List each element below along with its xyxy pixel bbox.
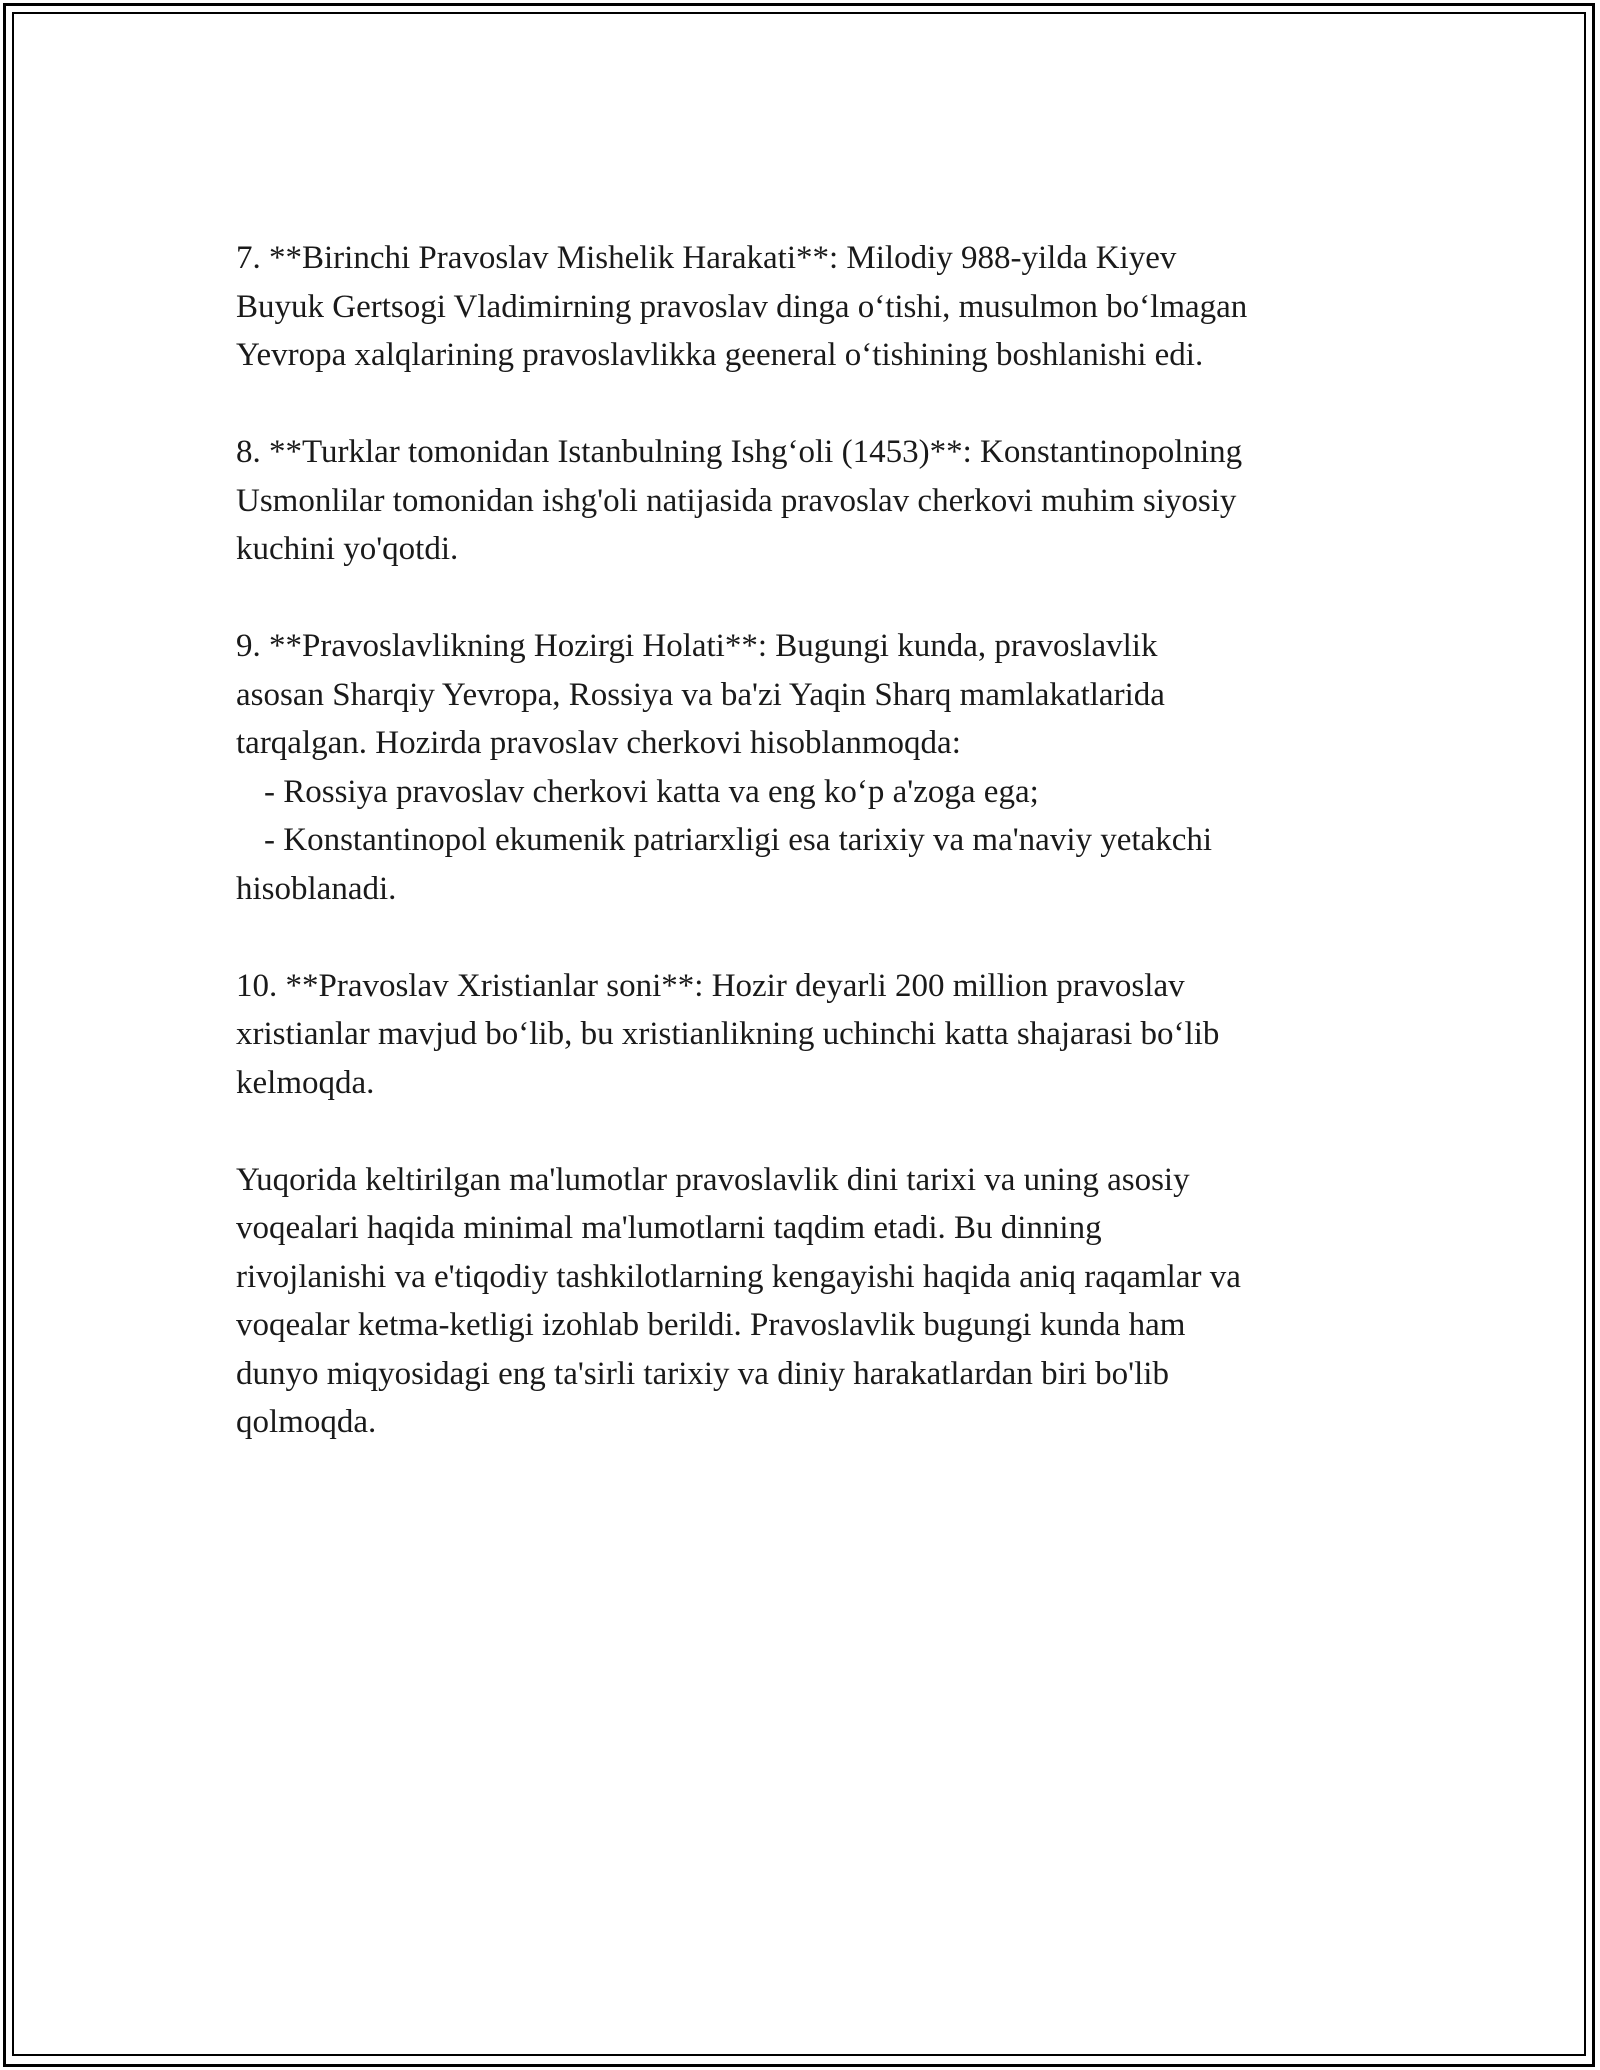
- text-line: kelmoqda.: [236, 1064, 375, 1101]
- text-line: dunyo miqyosidagi eng ta'sirli tarixiy va diniy harakatlardan biri bo'lib: [236, 1355, 1169, 1392]
- text-line: 10. **Pravoslav Xristianlar soni**: Hozir deyarli 200 million pravoslav: [236, 967, 1185, 1004]
- text-line: tarqalgan. Hozirda pravoslav cherkovi hisoblanmoqda:: [236, 725, 961, 761]
- text-line: rivojlanishi va e'tiqodiy tashkilotlarning kengayishi haqida aniq raqamlar va: [236, 1258, 1241, 1295]
- text-line: kuchini yo'qotdi.: [236, 531, 459, 567]
- conclusion-paragraph: [236, 1156, 1366, 1447]
- text-line: 8. **Turklar tomonidan Istanbulning Ishg‘oli (1453)**: Konstantinopolning: [236, 434, 1243, 470]
- text-line: asosan Sharqiy Yevropa, Rossiya va ba'zi Yaqin Sharq mamlakatlarida: [236, 676, 1165, 713]
- text-line: voqealari haqida minimal ma'lumotlarni taqdim etadi. Bu dinning: [236, 1210, 1102, 1246]
- text-line: Usmonlilar tomonidan ishg'oli natijasida pravoslav cherkovi muhim siyosiy: [236, 482, 1237, 519]
- section-8: [236, 428, 1366, 574]
- bullet-item: - Konstantinopol ekumenik patriarxligi esa tarixiy va ma'naviy yetakchi: [264, 822, 1213, 858]
- section-7: [236, 234, 1366, 380]
- section-9: [236, 622, 1366, 913]
- text-line: Buyuk Gertsogi Vladimirning pravoslav dinga o‘tishi, musulmon bo‘lmagan: [236, 288, 1248, 325]
- text-line: Yevropa xalqlarining pravoslavlikka geeneral o‘tishining boshlanishi edi.: [236, 337, 1204, 373]
- text-line: 9. **Pravoslavlikning Hozirgi Holati**: Bugungi kunda, pravoslavlik: [236, 628, 1158, 664]
- text-line: 7. **Birinchi Pravoslav Mishelik Harakati**: Milodiy 988-yilda Kiyev: [236, 240, 1177, 276]
- text-line: qolmoqda.: [236, 1404, 377, 1440]
- document-body: [236, 234, 1366, 1495]
- text-line: voqealar ketma-ketligi izohlab berildi. Pravoslavlik bugungi kunda ham: [236, 1307, 1186, 1343]
- section-10: [236, 962, 1366, 1108]
- text-line: Yuqorida keltirilgan ma'lumotlar pravoslavlik dini tarixi va uning asosiy: [236, 1161, 1190, 1198]
- bullet-item: - Rossiya pravoslav cherkovi katta va eng ko‘p a'zoga ega;: [264, 773, 1039, 810]
- text-line: hisoblanadi.: [236, 870, 397, 907]
- text-line: xristianlar mavjud bo‘lib, bu xristianlikning uchinchi katta shajarasi bo‘lib: [236, 1016, 1220, 1052]
